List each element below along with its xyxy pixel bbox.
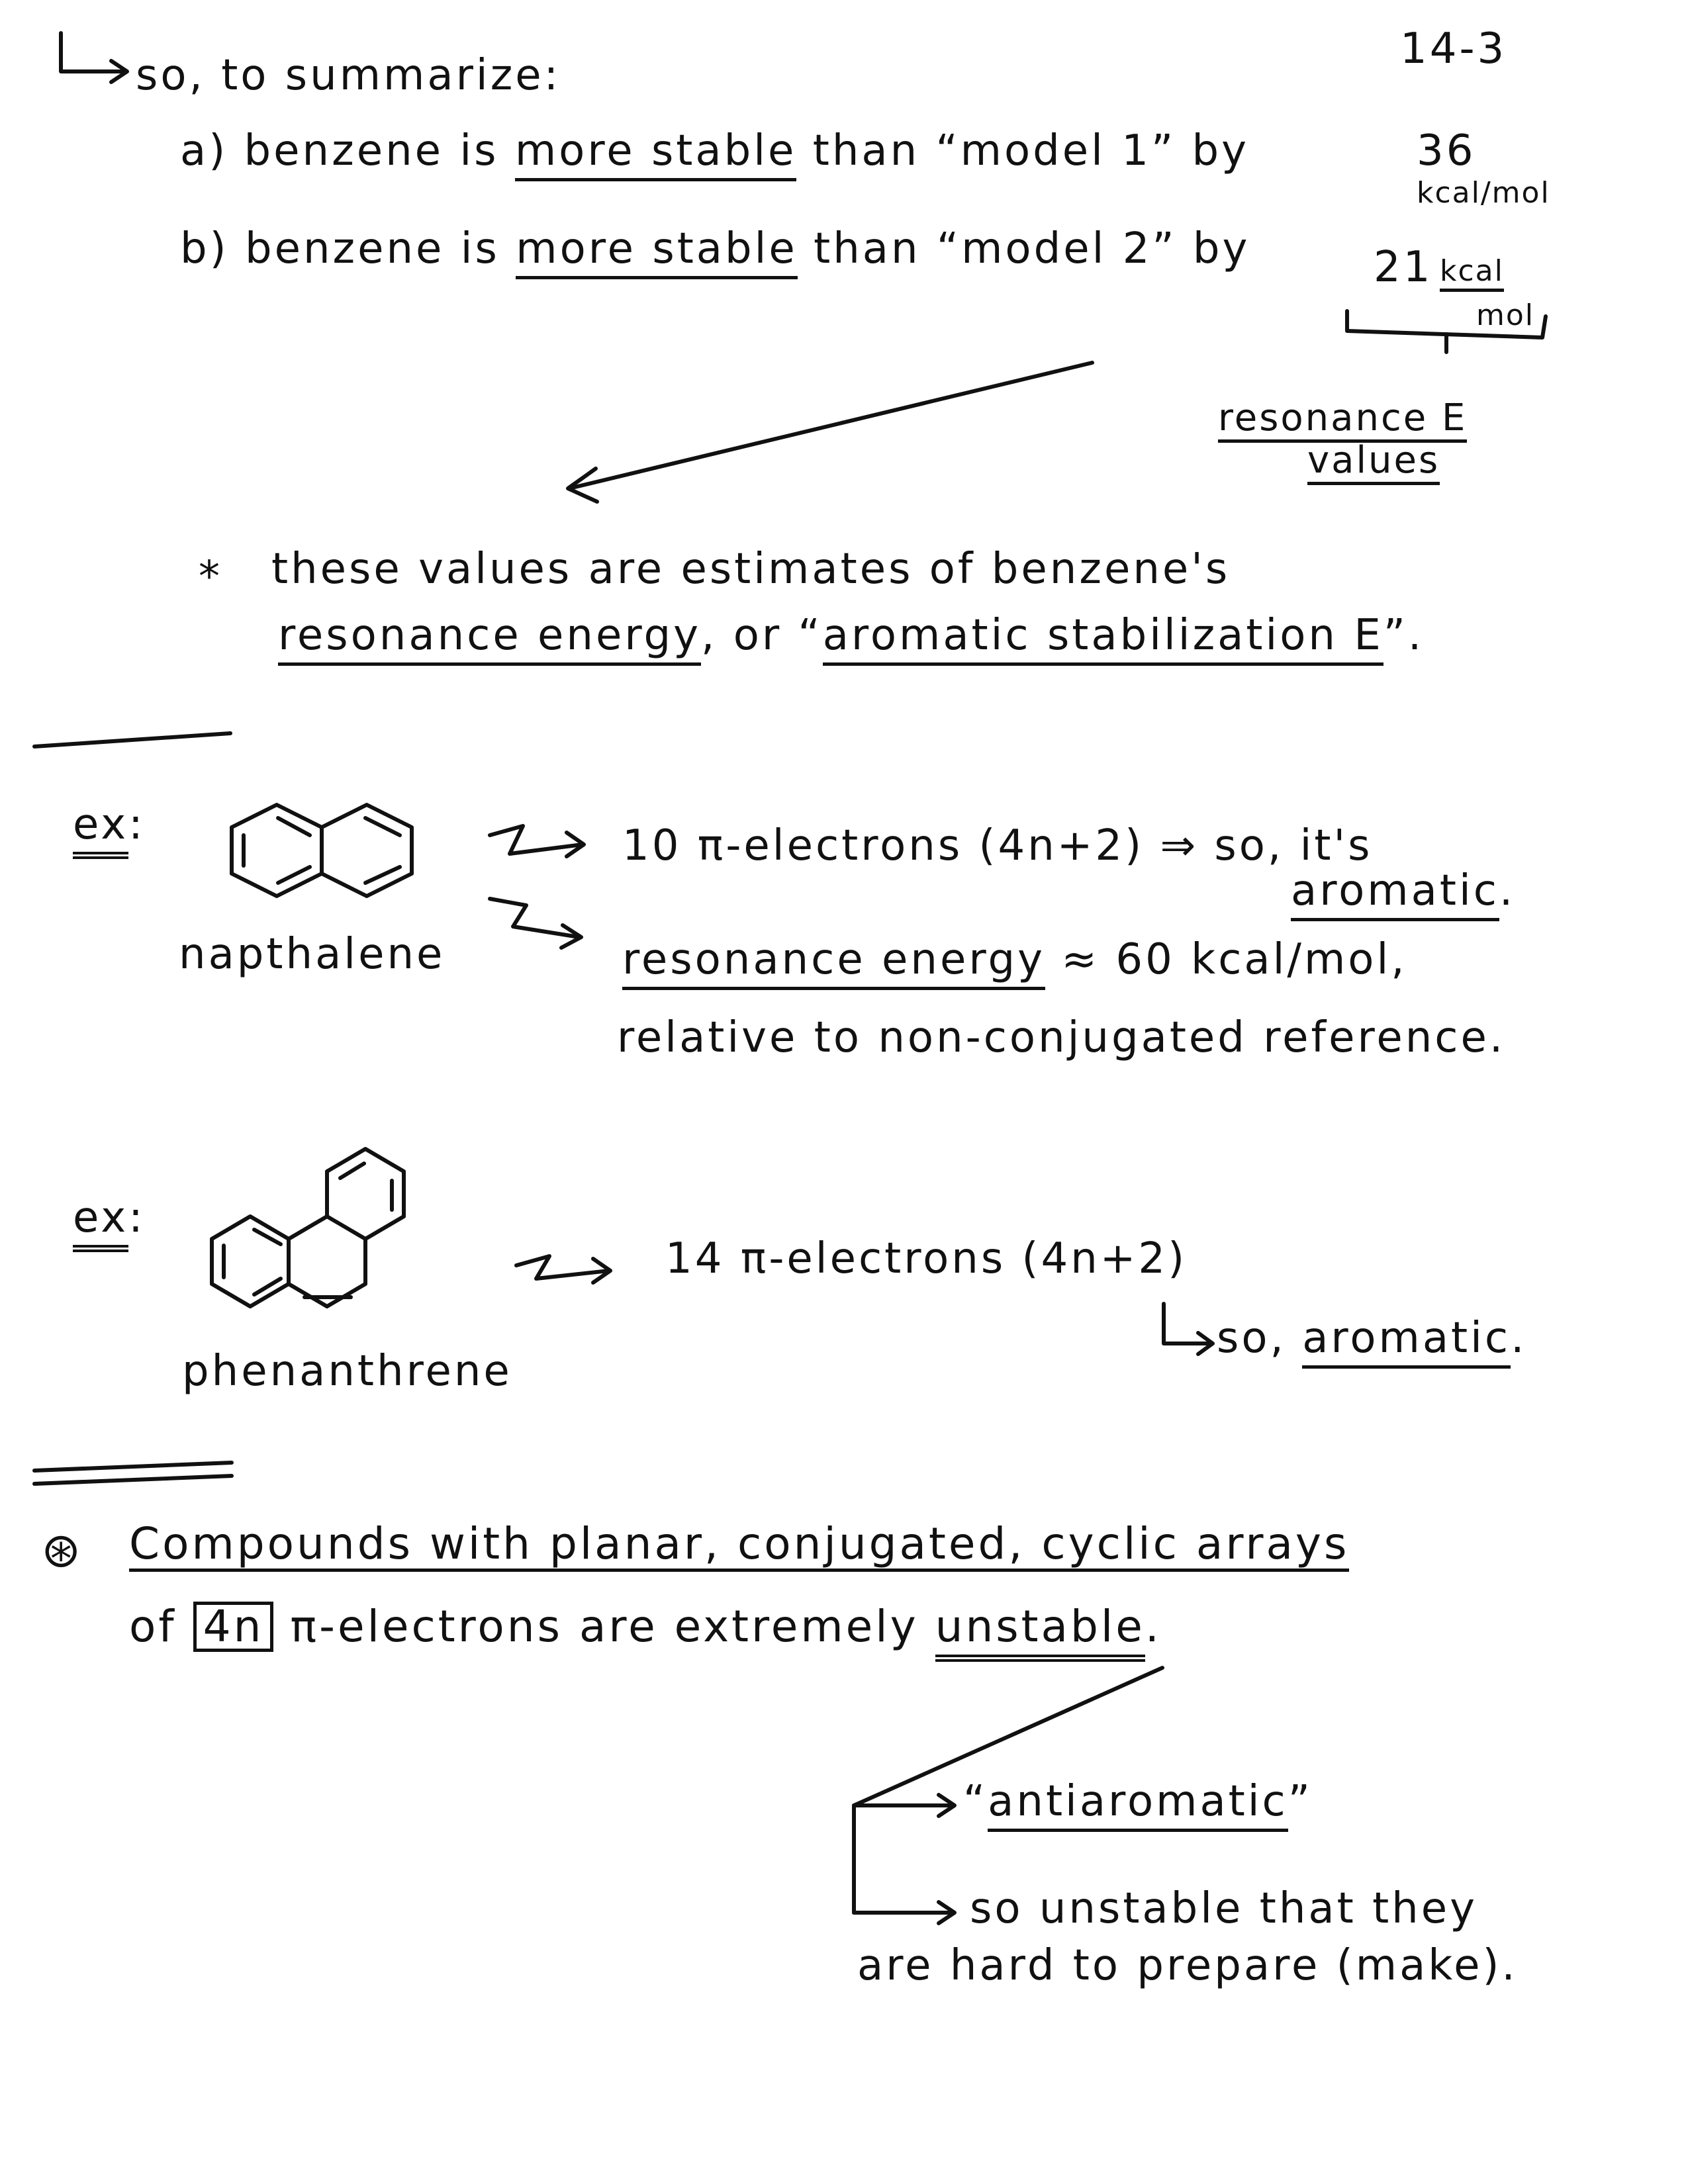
example2-tag-text: ex [73, 1193, 128, 1252]
example2-colon: : [128, 1193, 146, 1242]
bracket-label-line1: resonance E [1218, 400, 1467, 443]
corner-arrow-icon [1164, 1304, 1213, 1354]
antiaromatic-open-quote: “ [963, 1777, 988, 1826]
note-line2 [278, 611, 1425, 660]
rule-pi-electrons: π-electrons are extremely [290, 1601, 919, 1652]
antiaromatic-close-quote: ” [1288, 1777, 1313, 1826]
summary-b-prefix: b) benzene is [180, 224, 500, 273]
rule-symbol-icon: ⊛ [41, 1522, 84, 1578]
example1-aromatic-period: . [1499, 866, 1516, 915]
example1-molecule-name: napthalene [179, 930, 445, 979]
example2-tag [73, 1193, 146, 1242]
double-separator-line [34, 1476, 232, 1484]
arrow-icon [516, 1256, 610, 1283]
note-connector: , or “ [701, 611, 823, 660]
summary-item-b [180, 224, 1250, 273]
rule-period: . [1145, 1601, 1162, 1652]
example1-line3: relative to non-conjugated reference. [617, 1013, 1506, 1062]
antiaromatic-word: antiaromatic [988, 1777, 1288, 1832]
page-number: 14-3 [1400, 24, 1507, 73]
arrow-icon [854, 1902, 955, 1923]
example1-tag-text: ex [73, 800, 128, 859]
arrow-icon [490, 826, 584, 856]
resonance-energy-term: resonance energy [278, 611, 701, 666]
example2-molecule-name: phenanthrene [182, 1347, 512, 1396]
separator-line [34, 733, 230, 747]
corner-arrow-icon [61, 33, 127, 82]
arrow-icon [490, 899, 581, 948]
example1-energy-value: ≈ 60 kcal/mol, [1045, 935, 1407, 984]
summary-b-underlined: more stable [516, 224, 798, 279]
example1-tag [73, 800, 146, 849]
example2-aromatic-word: aromatic [1302, 1314, 1511, 1369]
aromatic-stabilization-term: aromatic stabilization E [823, 611, 1383, 666]
summary-a-middle: than “model 1” by [812, 126, 1249, 175]
note-star: * [199, 553, 222, 602]
example2-period: . [1511, 1314, 1527, 1363]
summary-b-value: 21 [1374, 243, 1433, 292]
phenanthrene-structure [212, 1149, 404, 1306]
summary-a-unit: kcal/mol [1417, 176, 1550, 210]
long-arrow-icon [568, 363, 1092, 502]
note-line1: these values are estimates of benzene's [271, 545, 1231, 594]
summary-intro: so, to summarize: [136, 51, 561, 100]
summary-b-unit-numerator: kcal [1440, 257, 1504, 292]
rule-line1: Compounds with planar, conjugated, cyclic arrays [129, 1522, 1349, 1572]
summary-b-unit-denominator: mol [1476, 298, 1535, 332]
rule-of: of [129, 1601, 177, 1652]
rule-line2 [129, 1602, 1162, 1652]
naphthalene-structure [232, 805, 412, 896]
rule-4n-box: 4n [193, 1602, 274, 1652]
example1-aromatic-word: aromatic [1291, 866, 1499, 921]
example1-aromatic [1291, 866, 1516, 915]
rule-unstable: unstable [935, 1601, 1145, 1662]
example2-line2 [1217, 1314, 1527, 1363]
example1-resonance-energy: resonance energy [622, 935, 1045, 990]
summary-a-underlined: more stable [515, 126, 797, 181]
summary-b-middle: than “model 2” by [814, 224, 1250, 273]
summary-item-a [180, 126, 1249, 175]
example1-line2 [622, 935, 1407, 984]
branch-antiaromatic [963, 1777, 1313, 1826]
example2-so: so, [1217, 1314, 1303, 1363]
example1-line1: 10 π-electrons (4n+2) ⇒ so, it's [622, 821, 1373, 870]
bracket-label-line2: values [1307, 442, 1440, 485]
summary-a-value: 36 [1417, 126, 1476, 175]
branch-unstable-line1: so unstable that they [970, 1884, 1477, 1933]
note-end-quote: ”. [1383, 611, 1425, 660]
summary-a-prefix: a) benzene is [180, 126, 499, 175]
example2-line1: 14 π-electrons (4n+2) [665, 1234, 1188, 1283]
example1-colon: : [128, 800, 146, 849]
double-separator-line [34, 1463, 232, 1471]
branch-unstable-line2: are hard to prepare (make). [857, 1941, 1518, 1990]
